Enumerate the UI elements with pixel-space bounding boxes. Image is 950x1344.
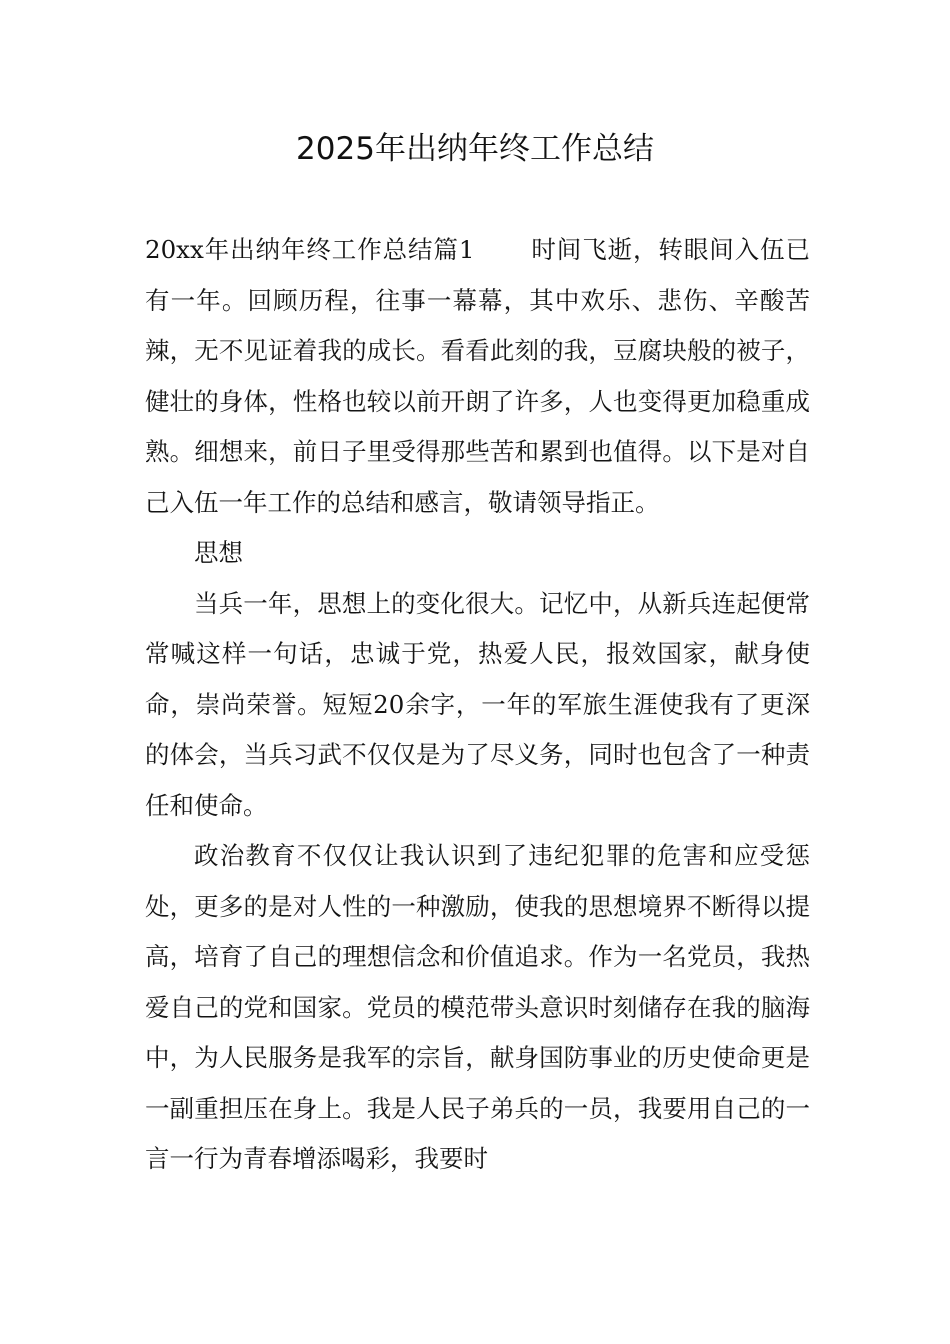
intro-heading: 20xx年出纳年终工作总结篇1 [145, 235, 475, 264]
intro-paragraph [145, 225, 810, 528]
document-body [145, 225, 810, 1185]
body-paragraph: 当兵一年，思想上的变化很大。记忆中，从新兵连起便常常喊这样一句话，忠诚于党，热爱人民，报效国家，献身使命，崇尚荣誉。短短20余字，一年的军旅生涯使我有了更深的体会，当兵习武不仅仅是为了尽义务，同时也包含了一种责任和使命。 [145, 588, 810, 820]
body-paragraph: 政治教育不仅仅让我认识到了违纪犯罪的危害和应受惩处，更多的是对人性的一种激励，使我的思想境界不断得以提高，培育了自己的理想信念和价值追求。作为一名党员，我热爱自己的党和国家。党员的模范带头意识时刻储存在我的脑海中，为人民服务是我军的宗旨，献身国防事业的历史使命更是一副重担压在身上。我是人民子弟兵的一员，我要用自己的一言一行为青春增添喝彩，我要时 [145, 841, 810, 1173]
intro-text: 时间飞逝，转眼间入伍已有一年。回顾历程，往事一幕幕，其中欢乐、悲伤、辛酸苦辣，无不见证着我的成长。看看此刻的我，豆腐块般的被子，健壮的身体，性格也较以前开朗了许多，人也变得更加稳重成熟。细想来，前日子里受得那些苦和累到也值得。以下是对自己入伍一年工作的总结和感言，敬请领导指正。 [145, 235, 810, 517]
document-title: 2025年出纳年终工作总结 [296, 131, 654, 167]
section-heading: 思想 [194, 538, 243, 567]
